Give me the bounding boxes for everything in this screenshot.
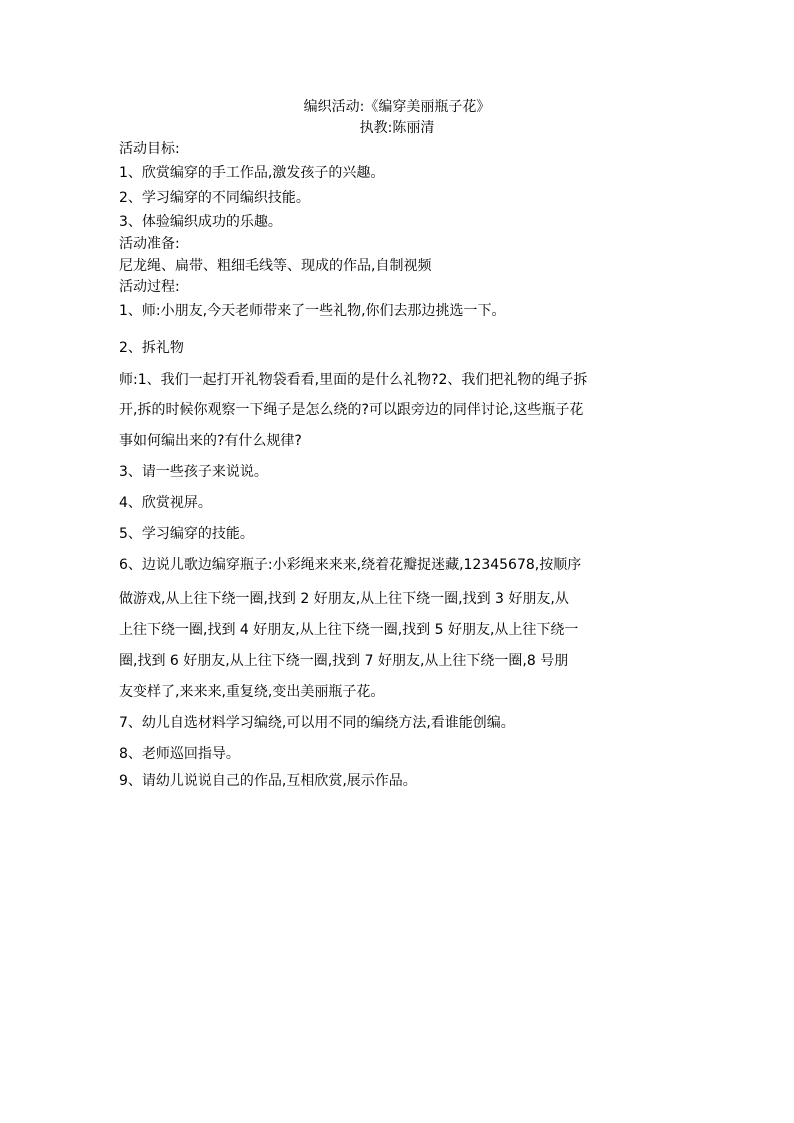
process-heading: 活动过程:	[119, 279, 180, 295]
process-step-4: 4、欣赏视屏。	[119, 495, 212, 511]
process-step-6: 圈,找到 6 好朋友,从上往下绕一圈,找到 7 好朋友,从上往下绕一圈,8 号朋	[119, 653, 569, 669]
process-step-6: 上往下绕一圈,找到 4 好朋友,从上往下绕一圈,找到 5 好朋友,从上往下绕一	[119, 622, 579, 638]
goal-item: 2、学习编穿的不同编织技能。	[119, 190, 310, 206]
teacher-line: 执教:陈丽清	[359, 120, 435, 136]
process-step-3: 3、请一些孩子来说说。	[119, 464, 268, 480]
process-step-2-detail: 师:1、我们一起打开礼物袋看看,里面的是什么礼物?2、我们把礼物的绳子拆	[119, 372, 588, 388]
process-step-2: 2、拆礼物	[119, 340, 184, 356]
process-step-6: 做游戏,从上往下绕一圈,找到 2 好朋友,从上往下绕一圈,找到 3 好朋友,从	[119, 591, 569, 607]
goal-item: 3、体验编织成功的乐趣。	[119, 214, 282, 230]
process-step-2-detail: 开,拆的时候你观察一下绳子是怎么绕的?可以跟旁边的同伴讨论,这些瓶子花	[119, 402, 584, 418]
document-title: 编织活动:《编穿美丽瓶子花》	[303, 99, 491, 115]
process-step-9: 9、请幼儿说说自己的作品,互相欣赏,展示作品。	[119, 773, 417, 789]
process-step-7: 7、幼儿自选材料学习编绕,可以用不同的编绕方法,看谁能创编。	[119, 715, 515, 731]
process-step-5: 5、学习编穿的技能。	[119, 526, 254, 542]
process-step-1: 1、师:小朋友,今天老师带来了一些礼物,你们去那边挑选一下。	[119, 303, 506, 319]
process-step-6: 友变样了,来来来,重复绕,变出美丽瓶子花。	[119, 684, 385, 700]
process-step-6: 6、边说儿歌边编穿瓶子:小彩绳来来来,绕着花瓣捉迷藏,12345678,按顺序	[119, 557, 582, 573]
preparation-heading: 活动准备:	[119, 236, 180, 252]
process-step-2-detail: 事如何编出来的?有什么规律?	[119, 433, 302, 449]
preparation-text: 尼龙绳、扁带、粗细毛线等、现成的作品,自制视频	[119, 258, 432, 274]
process-step-8: 8、老师巡回指导。	[119, 746, 240, 762]
goals-heading: 活动目标:	[119, 141, 180, 157]
goal-item: 1、欣赏编穿的手工作品,激发孩子的兴趣。	[119, 165, 385, 181]
